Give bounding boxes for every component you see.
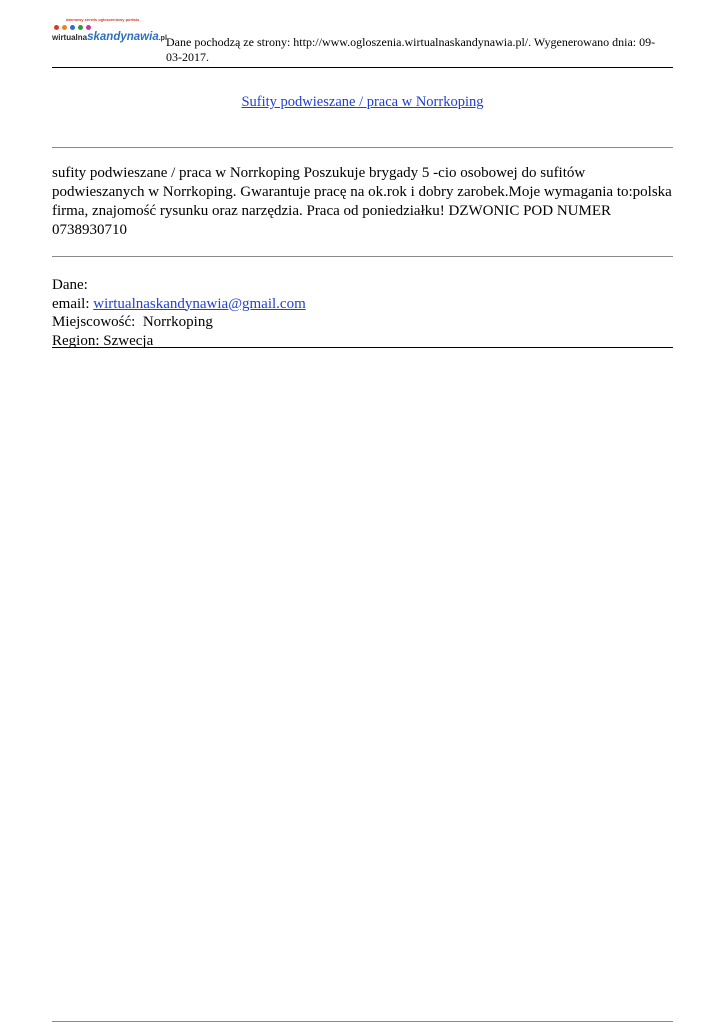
- logo-wordmark: wirtualnaskandynawia.pl: [52, 31, 167, 43]
- ad-description: sufity podwieszane / praca w Norrkoping Poszukuje brygady 5 -cio osobowej do sufitów podwieszanych w Norrkoping. Gwarantuje pracę na ok.rok i dobry zarobek.Moje wymagania to:polska firma, znajomość rysunku oraz narzędzia. Praca od poniedziałku! DZWONIC POD NUMER 0738930710: [52, 165, 672, 238]
- body-divider: [52, 256, 673, 257]
- city-value: Norrkoping: [142, 314, 213, 330]
- footer-divider: [52, 1021, 673, 1022]
- title-link[interactable]: Sufity podwieszane / praca w Norrkoping: [241, 94, 484, 110]
- site-logo: [52, 17, 167, 45]
- region-label: Region:: [52, 332, 100, 349]
- city-row: [52, 313, 672, 332]
- email-row: [52, 295, 672, 314]
- email-label: email:: [52, 295, 90, 312]
- email-link[interactable]: wirtualnaskandynawia@gmail.com: [93, 295, 306, 312]
- region-value: Szwecja: [103, 332, 154, 349]
- title-divider: [52, 147, 673, 148]
- city-label: Miejscowość:: [52, 314, 136, 330]
- details-heading: Dane:: [52, 277, 88, 293]
- details-divider: [52, 347, 673, 348]
- source-note: Dane pochodzą ze strony: http://www.ogloszenia.wirtualnaskandynawia.pl/. Wygenerowano dnia: 09-03-2017.: [166, 35, 656, 64]
- header-divider: [52, 67, 673, 68]
- page-title: [52, 94, 673, 111]
- contact-details: [52, 276, 672, 350]
- logo-tagline: darmowy serwis ogłoszeniowy portalu: [66, 17, 140, 22]
